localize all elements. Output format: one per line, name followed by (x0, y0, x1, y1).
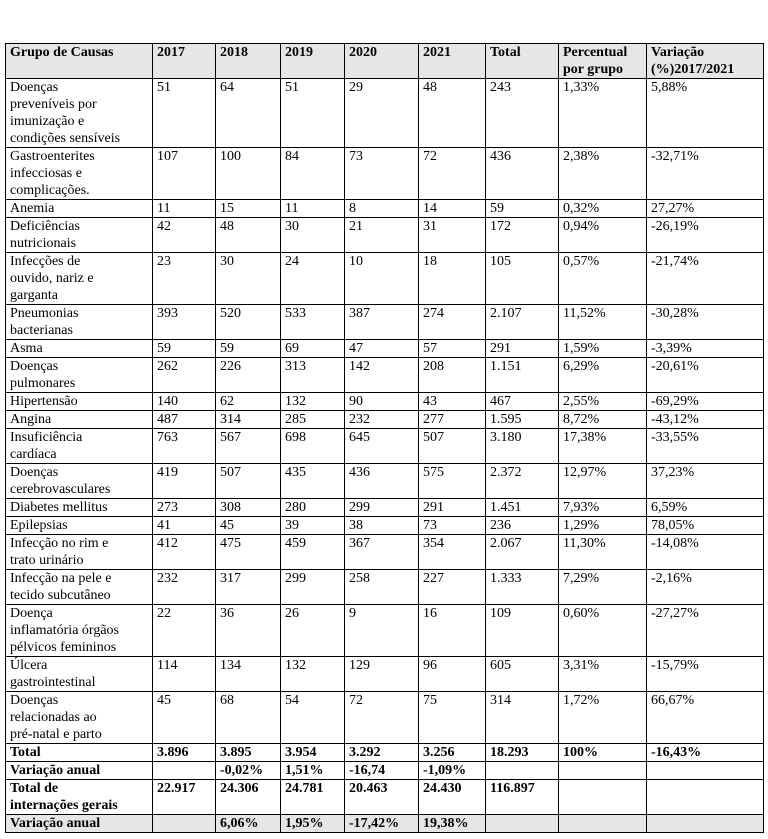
table-cell: 134 (216, 657, 281, 692)
table-cell: 59 (153, 340, 216, 358)
table-cell: 291 (419, 499, 486, 517)
table-cell: 280 (281, 499, 345, 517)
row-label: Total de internações gerais (6, 780, 153, 815)
table-cell: 64 (216, 79, 281, 148)
table-row (6, 411, 764, 429)
table-cell: 26 (281, 605, 345, 657)
table-cell: 567 (216, 429, 281, 464)
table-cell: 2.107 (486, 305, 559, 340)
table-row (6, 79, 764, 148)
table-cell: 24.306 (216, 780, 281, 815)
row-label: Infecção na pele e tecido subcutâneo (6, 570, 153, 605)
table-cell: 22.917 (153, 780, 216, 815)
table-cell: 45 (216, 517, 281, 535)
table-cell: -1,09% (419, 762, 486, 780)
table-cell: 140 (153, 393, 216, 411)
table-cell: -0,02% (216, 762, 281, 780)
table-row (6, 499, 764, 517)
table-cell: 10 (345, 253, 419, 305)
table-cell: 5,88% (647, 79, 764, 148)
table-row (6, 305, 764, 340)
table-cell: 100% (559, 744, 647, 762)
table-row (6, 200, 764, 218)
table-row (6, 340, 764, 358)
row-label: Epilepsias (6, 517, 153, 535)
table-row (6, 692, 764, 744)
table-cell: 11,30% (559, 535, 647, 570)
table-cell: 2,55% (559, 393, 647, 411)
table-cell: 3.292 (345, 744, 419, 762)
table-cell: 436 (345, 464, 419, 499)
table-cell: 2.372 (486, 464, 559, 499)
table-cell: -33,55% (647, 429, 764, 464)
table-cell: 69 (281, 340, 345, 358)
table-cell: 62 (216, 393, 281, 411)
table-cell: -16,74 (345, 762, 419, 780)
table-cell: 1,51% (281, 762, 345, 780)
table-cell (559, 815, 647, 833)
row-label: Doenças relacionadas ao pré-natal e parto (6, 692, 153, 744)
table-cell: 48 (216, 218, 281, 253)
row-label: Úlcera gastrointestinal (6, 657, 153, 692)
table-cell: 1,72% (559, 692, 647, 744)
table-cell: 9 (345, 605, 419, 657)
table-cell: 1.595 (486, 411, 559, 429)
table-cell: 24.781 (281, 780, 345, 815)
table-cell: 75 (419, 692, 486, 744)
table-cell: 129 (345, 657, 419, 692)
table-cell: 24.430 (419, 780, 486, 815)
table-cell: 354 (419, 535, 486, 570)
table-cell: 47 (345, 340, 419, 358)
summary-row (6, 762, 764, 780)
table-cell: 367 (345, 535, 419, 570)
table-cell: 308 (216, 499, 281, 517)
row-label: Deficiências nutricionais (6, 218, 153, 253)
table-cell (153, 815, 216, 833)
table-cell: 0,60% (559, 605, 647, 657)
table-cell: -26,19% (647, 218, 764, 253)
table-cell: 142 (345, 358, 419, 393)
table-cell: 0,94% (559, 218, 647, 253)
table-cell: 1.333 (486, 570, 559, 605)
table-cell: 507 (419, 429, 486, 464)
table-cell: 37,23% (647, 464, 764, 499)
table-cell: 11,52% (559, 305, 647, 340)
table-cell (647, 815, 764, 833)
summary-row (6, 780, 764, 815)
table-cell: 419 (153, 464, 216, 499)
table-cell: 21 (345, 218, 419, 253)
table-cell: 172 (486, 218, 559, 253)
table-cell: -32,71% (647, 148, 764, 200)
table-cell: 73 (419, 517, 486, 535)
table-cell: 29 (345, 79, 419, 148)
row-label: Variação anual (6, 762, 153, 780)
table-cell: 6,06% (216, 815, 281, 833)
table-cell: 645 (345, 429, 419, 464)
table-cell: 59 (486, 200, 559, 218)
table-cell: -2,16% (647, 570, 764, 605)
table-cell: 96 (419, 657, 486, 692)
table-cell: 274 (419, 305, 486, 340)
table-cell: 16 (419, 605, 486, 657)
table-cell: -20,61% (647, 358, 764, 393)
table-cell: 51 (281, 79, 345, 148)
row-label: Anemia (6, 200, 153, 218)
column-header: 2019 (281, 44, 345, 79)
table-row (6, 148, 764, 200)
table-cell: 30 (281, 218, 345, 253)
table-row (6, 605, 764, 657)
column-header: Percentual por grupo (559, 44, 647, 79)
table-cell: 1.151 (486, 358, 559, 393)
table-cell: 41 (153, 517, 216, 535)
header-row (6, 44, 764, 79)
table-cell: 11 (281, 200, 345, 218)
table-cell: 54 (281, 692, 345, 744)
table-cell: 1,95% (281, 815, 345, 833)
table-cell: 435 (281, 464, 345, 499)
table-cell (486, 815, 559, 833)
table-cell: 258 (345, 570, 419, 605)
table-cell: 3.256 (419, 744, 486, 762)
table-row (6, 657, 764, 692)
table-cell: -14,08% (647, 535, 764, 570)
table-cell: 15 (216, 200, 281, 218)
table-cell: 8 (345, 200, 419, 218)
table-cell: 114 (153, 657, 216, 692)
table-cell: 11 (153, 200, 216, 218)
table-cell: 6,29% (559, 358, 647, 393)
table-cell: 109 (486, 605, 559, 657)
table-cell: 57 (419, 340, 486, 358)
row-label: Doenças cerebrovasculares (6, 464, 153, 499)
table-cell: -69,29% (647, 393, 764, 411)
table-row (6, 429, 764, 464)
table-cell: 39 (281, 517, 345, 535)
table-cell: -16,43% (647, 744, 764, 762)
row-label: Infecções de ouvido, nariz e garganta (6, 253, 153, 305)
table-row (6, 393, 764, 411)
table-cell: 262 (153, 358, 216, 393)
table-row (6, 253, 764, 305)
table-cell: 8,72% (559, 411, 647, 429)
row-label: Hipertensão (6, 393, 153, 411)
table-cell: 273 (153, 499, 216, 517)
table-cell: 3.954 (281, 744, 345, 762)
table-cell: 299 (281, 570, 345, 605)
table-row (6, 570, 764, 605)
column-header: Variação (%)2017/2021 (647, 44, 764, 79)
table-cell: 475 (216, 535, 281, 570)
table-cell: 236 (486, 517, 559, 535)
column-header: Total (486, 44, 559, 79)
table-cell: 314 (486, 692, 559, 744)
table-cell: 1.451 (486, 499, 559, 517)
table-cell: 36 (216, 605, 281, 657)
table-row (6, 218, 764, 253)
table-cell: 66,67% (647, 692, 764, 744)
table-cell: 243 (486, 79, 559, 148)
table-cell (486, 762, 559, 780)
row-label: Doenças pulmonares (6, 358, 153, 393)
table-cell: -15,79% (647, 657, 764, 692)
table-cell: -21,74% (647, 253, 764, 305)
table-cell: 314 (216, 411, 281, 429)
table-cell: 84 (281, 148, 345, 200)
table-cell: 3.895 (216, 744, 281, 762)
table-cell: 226 (216, 358, 281, 393)
table-cell: 763 (153, 429, 216, 464)
table-cell: 2.067 (486, 535, 559, 570)
table-cell: 27,27% (647, 200, 764, 218)
table-cell: 19,38% (419, 815, 486, 833)
table-cell: 72 (419, 148, 486, 200)
table-cell: 12,97% (559, 464, 647, 499)
table-cell: 317 (216, 570, 281, 605)
table-cell: 100 (216, 148, 281, 200)
table-cell: 42 (153, 218, 216, 253)
table-cell: 90 (345, 393, 419, 411)
summary-row (6, 815, 764, 833)
table-cell: 24 (281, 253, 345, 305)
hospitalization-table (5, 43, 764, 833)
table-row (6, 517, 764, 535)
table-cell: 45 (153, 692, 216, 744)
table-cell (559, 780, 647, 815)
table-cell: 227 (419, 570, 486, 605)
table-cell: 277 (419, 411, 486, 429)
table-cell: 48 (419, 79, 486, 148)
table-cell: 467 (486, 393, 559, 411)
table-cell: 2,38% (559, 148, 647, 200)
table-cell: 18.293 (486, 744, 559, 762)
table-cell: 22 (153, 605, 216, 657)
table-cell: 520 (216, 305, 281, 340)
table-cell: 73 (345, 148, 419, 200)
table-cell: 6,59% (647, 499, 764, 517)
table-cell: 7,93% (559, 499, 647, 517)
table-cell: 68 (216, 692, 281, 744)
row-label: Doença inflamatória órgãos pélvicos femininos (6, 605, 153, 657)
table-cell (647, 762, 764, 780)
table-cell: 14 (419, 200, 486, 218)
table-cell: 23 (153, 253, 216, 305)
table-cell: 232 (153, 570, 216, 605)
column-header: 2018 (216, 44, 281, 79)
table-row (6, 464, 764, 499)
table-cell: 72 (345, 692, 419, 744)
table-cell: 17,38% (559, 429, 647, 464)
table-cell: 299 (345, 499, 419, 517)
table-cell: 0,57% (559, 253, 647, 305)
column-header: 2017 (153, 44, 216, 79)
row-label: Doenças preveníveis por imunização e condições sensíveis (6, 79, 153, 148)
table-cell: 232 (345, 411, 419, 429)
table-cell: 208 (419, 358, 486, 393)
table-cell: 291 (486, 340, 559, 358)
table-cell (153, 762, 216, 780)
table-cell: 1,29% (559, 517, 647, 535)
row-label: Total (6, 744, 153, 762)
table-cell: 78,05% (647, 517, 764, 535)
column-header: 2020 (345, 44, 419, 79)
table-cell: -17,42% (345, 815, 419, 833)
table-cell: 3,31% (559, 657, 647, 692)
table-cell: 38 (345, 517, 419, 535)
table-cell: -30,28% (647, 305, 764, 340)
table-cell: 605 (486, 657, 559, 692)
row-label: Diabetes mellitus (6, 499, 153, 517)
table-cell: 51 (153, 79, 216, 148)
table-cell: 3.896 (153, 744, 216, 762)
table-cell: 20.463 (345, 780, 419, 815)
table-cell: 393 (153, 305, 216, 340)
table-cell: 1,33% (559, 79, 647, 148)
row-label: Pneumonias bacterianas (6, 305, 153, 340)
table-cell: 116.897 (486, 780, 559, 815)
column-header: Grupo de Causas (6, 44, 153, 79)
table-cell: 387 (345, 305, 419, 340)
table-cell: 575 (419, 464, 486, 499)
table-cell: -3,39% (647, 340, 764, 358)
table-row (6, 535, 764, 570)
table-cell: 43 (419, 393, 486, 411)
table-cell: 313 (281, 358, 345, 393)
row-label: Variação anual (6, 815, 153, 833)
table-cell: 31 (419, 218, 486, 253)
table-cell: 487 (153, 411, 216, 429)
table-cell: 412 (153, 535, 216, 570)
table-cell: 1,59% (559, 340, 647, 358)
table-cell: 18 (419, 253, 486, 305)
table-row (6, 358, 764, 393)
table-cell: 436 (486, 148, 559, 200)
table-cell: 3.180 (486, 429, 559, 464)
table-cell: 698 (281, 429, 345, 464)
column-header: 2021 (419, 44, 486, 79)
row-label: Gastroenterites infecciosas e complicações. (6, 148, 153, 200)
row-label: Angina (6, 411, 153, 429)
table-cell: 105 (486, 253, 559, 305)
table-cell: 107 (153, 148, 216, 200)
table-cell (559, 762, 647, 780)
table-cell (647, 780, 764, 815)
table-cell: 285 (281, 411, 345, 429)
row-label: Insuficiência cardíaca (6, 429, 153, 464)
row-label: Asma (6, 340, 153, 358)
table-cell: 59 (216, 340, 281, 358)
table-cell: 132 (281, 657, 345, 692)
table-cell: 533 (281, 305, 345, 340)
table-cell: -43,12% (647, 411, 764, 429)
table-cell: 132 (281, 393, 345, 411)
row-label: Infecção no rim e trato urinário (6, 535, 153, 570)
table-cell: 7,29% (559, 570, 647, 605)
table-cell: 30 (216, 253, 281, 305)
table-cell: -27,27% (647, 605, 764, 657)
summary-row (6, 744, 764, 762)
table-cell: 507 (216, 464, 281, 499)
table-cell: 459 (281, 535, 345, 570)
table-cell: 0,32% (559, 200, 647, 218)
